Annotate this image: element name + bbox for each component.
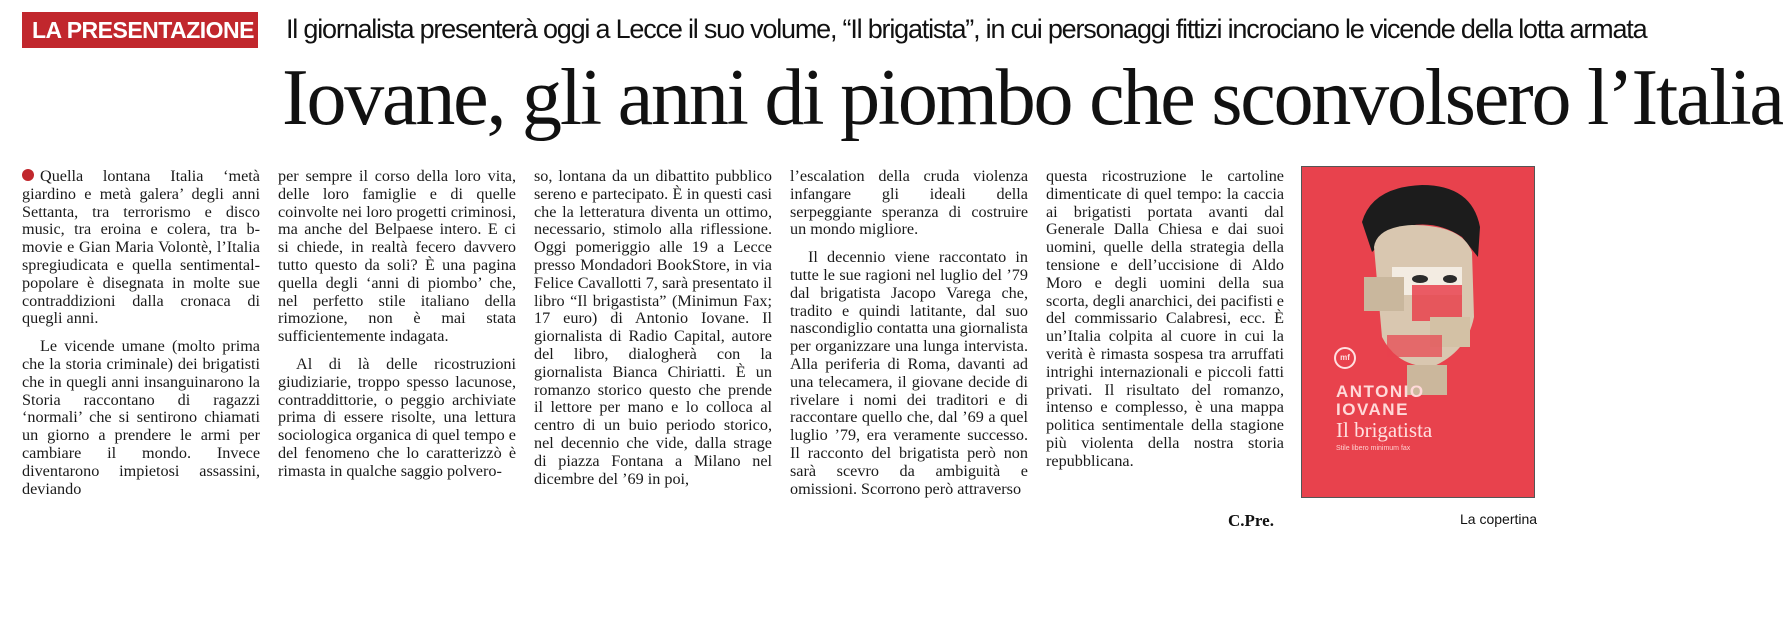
article-column-3 <box>534 168 772 488</box>
article-column-1 <box>22 168 260 498</box>
book-cover-image <box>1301 166 1535 498</box>
article-subtitle: Il giornalista presenterà oggi a Lecce il suo volume, “Il brigatista”, in cui personaggi fittizi incrociano le vicende della lotta armata <box>286 14 1647 44</box>
cover-caption: La copertina <box>1460 511 1538 527</box>
column-2-paragraph-2: Al di là delle ricostruzioni giudiziarie, troppo spesso lacunose, contraddittorie, o peggio archiviate prima di essere risolte, una lettura sociologica organica di quel tempo e del fenomeno che lo caratterizzò è rimasta in qualche saggio polvero- <box>278 354 516 480</box>
author-signature: C.Pre. <box>1228 511 1274 530</box>
publisher-logo-icon: mf <box>1334 347 1356 369</box>
article-column-2 <box>278 168 516 481</box>
column-4-paragraph-2: Il decennio viene raccontato in tutte le sue ragioni nel luglio del ’79 dal brigatista Jacopo Varega che, tradito e quindi latitante, dal suo nascondiglio contatta una giornalista per organizzare una lunga intervista. Alla periferia di Roma, davanti ad una telecamera, il giovane decide di rivelare i nomi dei traditori e di raccontare quello che, dal ’69 a quel luglio ’79, era veramente successo. Il racconto del brigatista però non sarà scevro da ambiguità e omissioni. Scorrono però attraverso <box>790 248 1028 498</box>
bullet-icon <box>22 169 34 181</box>
article-headline: Iovane, gli anni di piombo che sconvolsero l’Italia <box>282 54 1783 142</box>
column-1-paragraph-2: Le vicende umane (molto prima che la storia criminale) dei brigatisti che in quegli anni insanguinarono la Storia raccontano di ragazzi ‘normali’ che si sentirono chiamati un giorno a prendere le armi per cambiare il mondo. Invece diventarono impietosi assassini, deviando <box>22 337 260 498</box>
article-column-4 <box>790 168 1028 498</box>
article-column-5 <box>1046 168 1284 471</box>
cover-series-name: Stile libero minimum fax <box>1336 445 1411 452</box>
column-2-paragraph-1: per sempre il corso della loro vita, delle loro famiglie e di quelle coinvolte nei loro progetti criminosi, ma anche del Belpaese intero. E ci si chiede, in realtà fecero davvero tutto questo da soli? È una pagina quella degli ‘anni di piombo’ che, nel perfetto stile italiano della rimozione, non è mai stata sufficientemente indagata. <box>278 167 516 346</box>
column-1-paragraph-1: Quella lontana Italia ‘metà giardino e metà galera’ degli anni Settanta, tra terrorismo e disco music, tra eroina e colera, tra b-movie e Gian Maria Volontè, l’Italia spregiudicata e quella sentimental-popolare è disegnata in molte sue contraddizioni dalla cronaca di quegli anni. <box>22 167 260 328</box>
column-5-paragraph-1: questa ricostruzione le cartoline dimenticate di quel tempo: la caccia ai brigatisti portata avanti dal Generale Dalla Chiesa e dai suoi uomini, quelle della strategia della tensione e dell’uccisione di Aldo Moro e degli uomini della sua scorta, degli anarchici, dei pacifisti e del commissario Calabresi, ecc. È un’Italia colpita al cuore in cui la verità è rimasta sospesa tra arruffati intrighi internazionali e piccoli fatti privati. Il risultato del romanzo, intenso e complesso, è una mappa politica sentimentale della stagione più violenta della nostra storia repubblicana. <box>1046 167 1284 470</box>
cover-book-title: Il brigatista <box>1336 418 1433 442</box>
column-4-paragraph-1: l’escalation della cruda violenza infangare gli ideali della serpeggiante speranza di costruire un mondo migliore. <box>790 167 1028 239</box>
column-3-paragraph-1: so, lontana da un dibattito pubblico sereno e partecipato. È in questi casi che la letteratura diventa un ottimo, necessario, stimolo alla riflessione. Oggi pomeriggio alle 19 a Lecce presso Mondadori BookStore, in via Felice Cavallotti 7, sarà presentato il libro “Il brigastista” (Minimun Fax; 17 euro) di Antonio Iovane. Il giornalista di Radio Capital, autore del libro, dialogherà con la giornalista Bianca Chiriatti. È un romanzo storico questo che prende il lettore per mano e lo colloca al centro di un buio periodo storico, nel decennio che vide, dalla strage di piazza Fontana a Milano nel dicembre del ’69 in poi, <box>534 167 772 488</box>
cover-author-name: ANTONIO IOVANE <box>1336 382 1425 419</box>
section-tag: LA PRESENTAZIONE <box>22 12 258 48</box>
